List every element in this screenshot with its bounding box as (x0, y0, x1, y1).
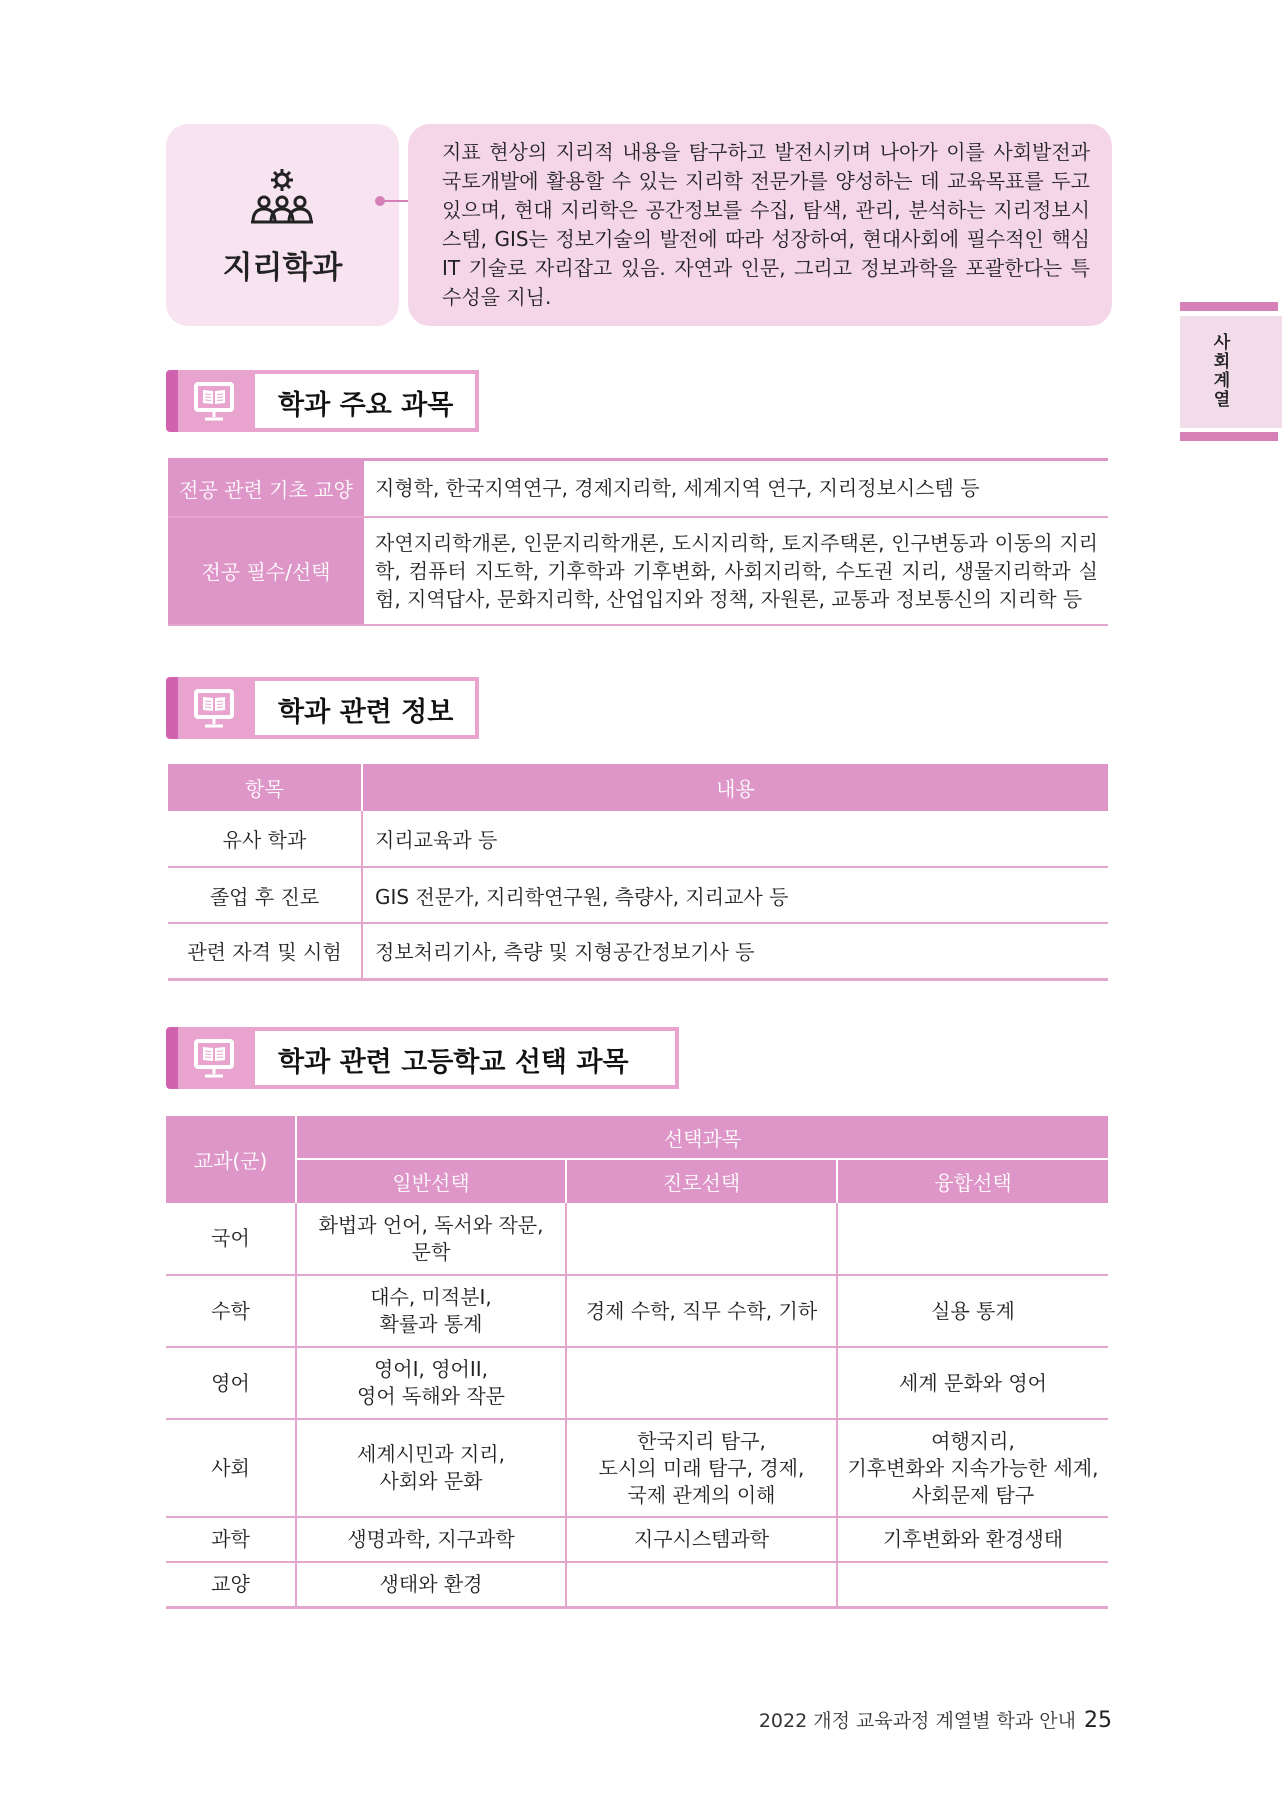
header-group: 교과(군) (166, 1116, 296, 1203)
cell-line: 사회문제 탐구 (911, 1482, 1035, 1507)
page-footer (759, 1706, 1112, 1733)
cell-general (296, 1347, 566, 1419)
cell-career (566, 1517, 837, 1562)
row-label: 전공 필수/선택 (168, 517, 364, 625)
cell-group: 사회 (166, 1419, 296, 1517)
cell-career (566, 1275, 837, 1347)
row-content: GIS 전문가, 지리학연구원, 측량사, 지리교사 등 (362, 867, 1108, 923)
cell-line: 여행지리, (931, 1428, 1015, 1453)
side-tab-bottom-bar (1180, 432, 1278, 441)
book-monitor-icon (192, 1036, 236, 1080)
main-subjects-table (168, 458, 1108, 626)
cell-fusion (837, 1347, 1108, 1419)
table-subheader-row (166, 1159, 1108, 1203)
cell-general (296, 1419, 566, 1517)
cell-line: 생명과학, 지구과학 (347, 1527, 515, 1551)
cell-group: 교양 (166, 1562, 296, 1607)
row-item: 졸업 후 진로 (168, 867, 362, 923)
department-title: 지리학과 (222, 250, 343, 286)
cell-career (566, 1419, 837, 1517)
table-row (166, 1517, 1108, 1562)
department-card (166, 124, 399, 326)
row-content: 지형학, 한국지역연구, 경제지리학, 세계지역 연구, 지리정보시스템 등 (364, 460, 1108, 517)
cell-line: 세계 문화와 영어 (899, 1370, 1047, 1395)
cell-line: 경제 수학, 직무 수학, 기하 (585, 1298, 818, 1323)
row-item: 유사 학과 (168, 811, 362, 867)
table-header-row (166, 1116, 1108, 1159)
cell-line: 실용 통계 (931, 1298, 1015, 1323)
section-heading-main-subjects (166, 370, 479, 432)
side-tab-label: 사회계열 (1213, 333, 1231, 410)
table-row (166, 1419, 1108, 1517)
cell-career (566, 1347, 837, 1419)
row-content: 자연지리학개론, 인문지리학개론, 도시지리학, 토지주택론, 인구변동과 이동의 지리학, 컴퓨터 지도학, 기후학과 기후변화, 사회지리학, 수도권 지리, 생물지리학과 실험, 지역답사, 문화지리학, 산업입지와 정책, 자원론, 교통과 정보통신의 지리학 등 (364, 517, 1108, 625)
people-gear-icon (250, 166, 314, 232)
cell-line: 확률과 통계 (379, 1312, 483, 1336)
header-content: 내용 (362, 764, 1108, 811)
footer-text: 2022 개정 교육과정 계열별 학과 안내 (758, 1710, 1076, 1732)
cell-line: 기후변화와 환경생태 (882, 1527, 1064, 1551)
cell-group: 국어 (166, 1203, 296, 1275)
header-fusion: 융합선택 (837, 1159, 1108, 1203)
cell-career (566, 1562, 837, 1607)
header-general: 일반선택 (296, 1159, 566, 1203)
section-title: 학과 관련 고등학교 선택 과목 (278, 1047, 629, 1078)
page-number: 25 (1084, 1708, 1112, 1733)
cell-line: 사회와 문화 (379, 1469, 483, 1493)
book-monitor-icon (192, 379, 236, 423)
cell-line: 도시의 미래 탐구, 경제, (598, 1455, 805, 1480)
header-item: 항목 (168, 764, 362, 811)
cell-general (296, 1203, 566, 1275)
cell-fusion (837, 1419, 1108, 1517)
section-heading-related-info (166, 677, 479, 739)
cell-line: 화법과 언어, 독서와 작문, (318, 1212, 544, 1237)
row-content: 지리교육과 등 (362, 811, 1108, 867)
cell-group: 수학 (166, 1275, 296, 1347)
row-label: 전공 관련 기초 교양 (168, 460, 364, 517)
cell-line: 기후변화와 지속가능한 세계, (847, 1455, 1099, 1480)
cell-line: 영어 독해와 작문 (357, 1384, 505, 1408)
cell-line: 국제 관계의 이해 (627, 1482, 776, 1507)
table-row (166, 1275, 1108, 1347)
cell-line: 영어I, 영어II, (373, 1357, 489, 1381)
cell-general (296, 1562, 566, 1607)
related-info-table (168, 764, 1108, 981)
table-row (168, 867, 1108, 923)
table-row (168, 923, 1108, 979)
hs-courses-table (166, 1116, 1108, 1609)
table-row (166, 1347, 1108, 1419)
cell-general (296, 1517, 566, 1562)
side-tab-top-bar (1180, 302, 1278, 311)
cell-fusion (837, 1203, 1108, 1275)
section-title: 학과 주요 과목 (278, 390, 454, 421)
cell-line: 세계시민과 지리, (357, 1442, 505, 1466)
cell-general (296, 1275, 566, 1347)
cell-career (566, 1203, 837, 1275)
section-heading-hs-courses (166, 1027, 679, 1089)
row-item: 관련 자격 및 시험 (168, 923, 362, 979)
table-row (166, 1203, 1108, 1275)
cell-line: 대수, 미적분I, (370, 1285, 492, 1309)
table-header-row (168, 764, 1108, 811)
cell-fusion (837, 1562, 1108, 1607)
row-content: 정보처리기사, 측량 및 지형공간정보기사 등 (362, 923, 1108, 979)
cell-fusion (837, 1517, 1108, 1562)
cell-line: 문학 (411, 1239, 451, 1264)
section-title: 학과 관련 정보 (278, 697, 454, 728)
cell-line: 지구시스템과학 (633, 1527, 770, 1551)
cell-line: 생태와 환경 (379, 1571, 483, 1596)
book-monitor-icon (192, 686, 236, 730)
cell-fusion (837, 1275, 1108, 1347)
cell-group: 과학 (166, 1517, 296, 1562)
department-description: 지표 현상의 지리적 내용을 탐구하고 발전시키며 나아가 이를 사회발전과 국토개발에 활용할 수 있는 지리학 전문가를 양성하는 데 교육목표를 두고 있으며, 현대 지리학은 공간정보를 수집, 탐색, 관리, 분석하는 지리정보시스템, GIS는 정보기술의 발전에 따라 성장하여, 현대사회에 필수적인 핵심 IT 기술로 자리잡고 있음. 자연과 인문, 그리고 정보과학을 포괄한다는 특수성을 지님. (408, 124, 1112, 326)
header-career: 진로선택 (566, 1159, 837, 1203)
table-row (168, 460, 1108, 517)
table-row (168, 517, 1108, 625)
header-select: 선택과목 (296, 1116, 1108, 1159)
table-row (168, 811, 1108, 867)
cell-group: 영어 (166, 1347, 296, 1419)
cell-line: 한국지리 탐구, (637, 1428, 766, 1453)
table-row (166, 1562, 1108, 1607)
